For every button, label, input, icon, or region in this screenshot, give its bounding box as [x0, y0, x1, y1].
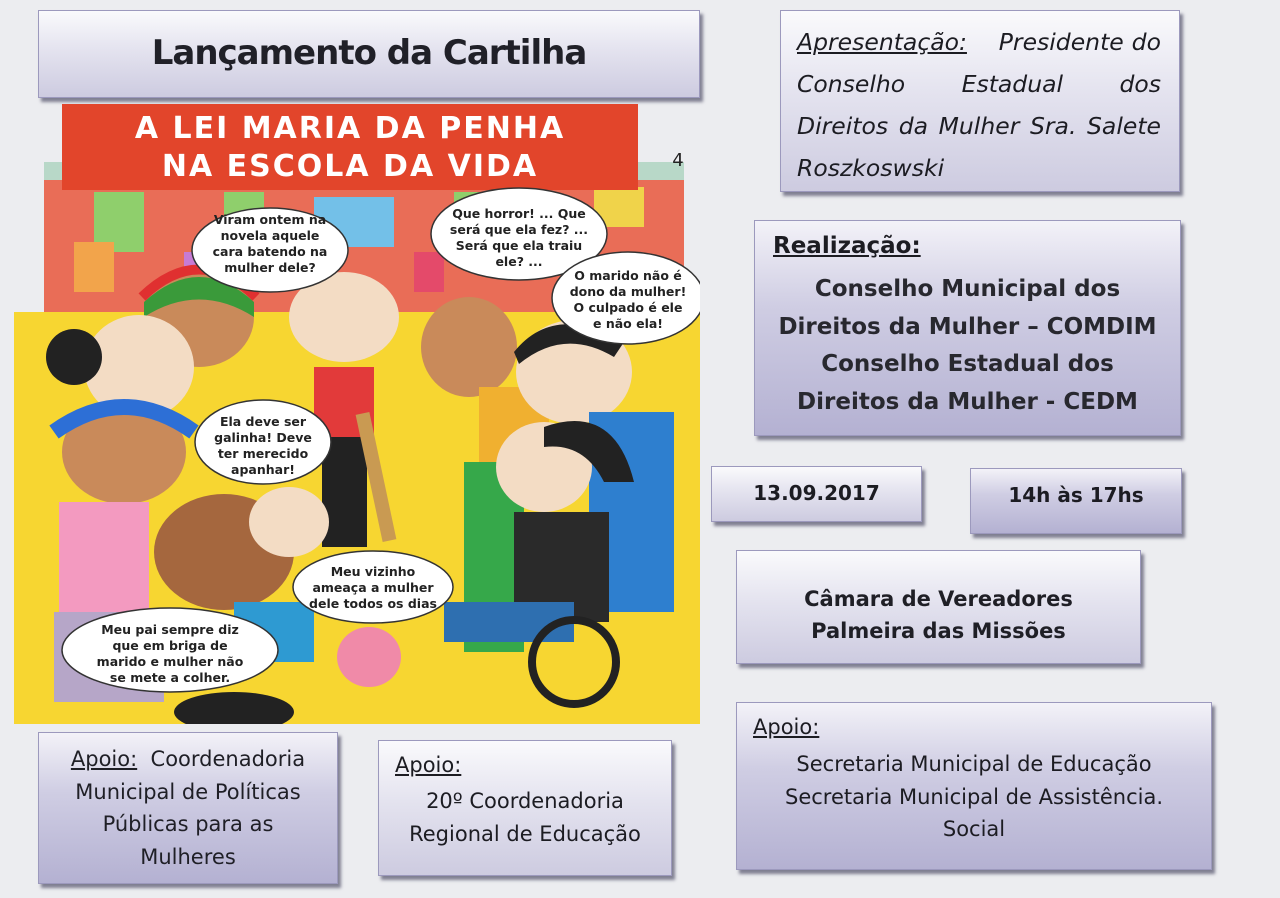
realization-line: Direitos da Mulher – COMDIM	[778, 313, 1157, 340]
realization-lines	[755, 271, 1180, 421]
svg-text:galinha! Deve: galinha! Deve	[214, 430, 312, 445]
svg-text:ele? ...: ele? ...	[495, 254, 543, 269]
realization-line: Conselho Estadual dos	[821, 351, 1114, 377]
comic-illustration	[14, 102, 700, 724]
presentation-box	[780, 10, 1180, 192]
venue-text	[737, 583, 1140, 647]
support-2-line: 20º Coordenadoria	[426, 789, 624, 813]
title-box	[38, 10, 700, 98]
svg-text:Viram ontem na: Viram ontem na	[213, 212, 327, 227]
svg-text:marido e mulher não: marido e mulher não	[96, 654, 244, 669]
page-title: Lançamento da Cartilha	[151, 33, 587, 73]
support-2-text	[379, 785, 671, 850]
support-1-line: Públicas para as	[102, 812, 274, 836]
svg-text:ter merecido: ter merecido	[217, 446, 309, 461]
svg-text:Ela deve ser: Ela deve ser	[219, 414, 307, 429]
svg-text:se mete a colher.: se mete a colher.	[109, 670, 231, 685]
support-3-text	[737, 748, 1211, 846]
svg-text:que em briga de: que em briga de	[112, 638, 228, 653]
support-3-line: Secretaria Municipal de Assistência.	[785, 784, 1163, 809]
support-box-3	[736, 702, 1212, 870]
speech-bubble-1	[192, 208, 348, 292]
support-3-label: Apoio:	[753, 715, 820, 739]
venue-line: Câmara de Vereadores	[804, 587, 1073, 611]
realization-label: Realização:	[773, 233, 921, 259]
svg-text:e não ela!: e não ela!	[592, 316, 664, 331]
svg-text:dele todos os dias: dele todos os dias	[309, 596, 437, 611]
banner-line-2: NA ESCOLA DA VIDA	[161, 149, 539, 184]
support-1-line: Coordenadoria	[150, 747, 306, 771]
speech-bubble-6	[62, 608, 278, 692]
venue-box	[736, 550, 1141, 664]
banner-line-1: A LEI MARIA DA PENHA	[134, 111, 566, 146]
support-1-text	[39, 743, 337, 873]
svg-text:Meu pai sempre diz: Meu pai sempre diz	[101, 622, 239, 637]
speech-bubble-5	[293, 551, 453, 623]
speech-bubble-3	[552, 252, 700, 344]
realization-box	[754, 220, 1181, 436]
realization-line: Direitos da Mulher - CEDM	[797, 388, 1138, 415]
realization-line: Conselho Municipal dos	[814, 276, 1121, 302]
support-box-2	[378, 740, 672, 876]
svg-text:dono da mulher!: dono da mulher!	[569, 284, 687, 299]
svg-text:ameaça a mulher: ameaça a mulher	[312, 580, 434, 595]
speech-bubble-4	[195, 400, 331, 484]
support-3-line: Social	[942, 817, 1006, 841]
support-3-line: Secretaria Municipal de Educação	[796, 752, 1152, 776]
date-box	[711, 466, 922, 522]
svg-text:Que horror! ... Que: Que horror! ... Que	[452, 206, 586, 221]
comic-page-number: 4	[672, 150, 684, 171]
svg-text:será que ela fez? ...: será que ela fez? ...	[449, 222, 589, 237]
svg-text:Meu vizinho: Meu vizinho	[330, 564, 416, 579]
svg-text:cara batendo na: cara batendo na	[212, 244, 328, 259]
svg-text:apanhar!: apanhar!	[231, 462, 295, 477]
presentation-label: Apresentação:	[797, 28, 967, 56]
support-1-label: Apoio:	[70, 747, 138, 771]
svg-text:novela aquele: novela aquele	[220, 228, 320, 243]
support-1-line: Mulheres	[140, 844, 236, 869]
svg-text:O marido não é: O marido não é	[574, 268, 682, 283]
event-time: 14h às 17hs	[1008, 483, 1144, 507]
support-box-1	[38, 732, 338, 884]
venue-line: Palmeira das Missões	[811, 619, 1066, 643]
event-date: 13.09.2017	[753, 481, 880, 505]
svg-text:mulher dele?: mulher dele?	[224, 260, 316, 275]
time-box	[970, 468, 1182, 534]
svg-text:O culpado é ele: O culpado é ele	[573, 300, 683, 315]
support-1-line: Municipal de Políticas	[75, 779, 301, 804]
presentation-text	[797, 21, 1161, 189]
svg-text:Será que ela traiu: Será que ela traiu	[455, 238, 583, 253]
support-2-label: Apoio:	[395, 753, 462, 777]
support-2-line: Regional de Educação	[409, 821, 641, 846]
presentation-body: Presidente do Conselho Estadual dos Direitos da Mulher Sra. Salete Roszkoswski	[797, 28, 1161, 182]
